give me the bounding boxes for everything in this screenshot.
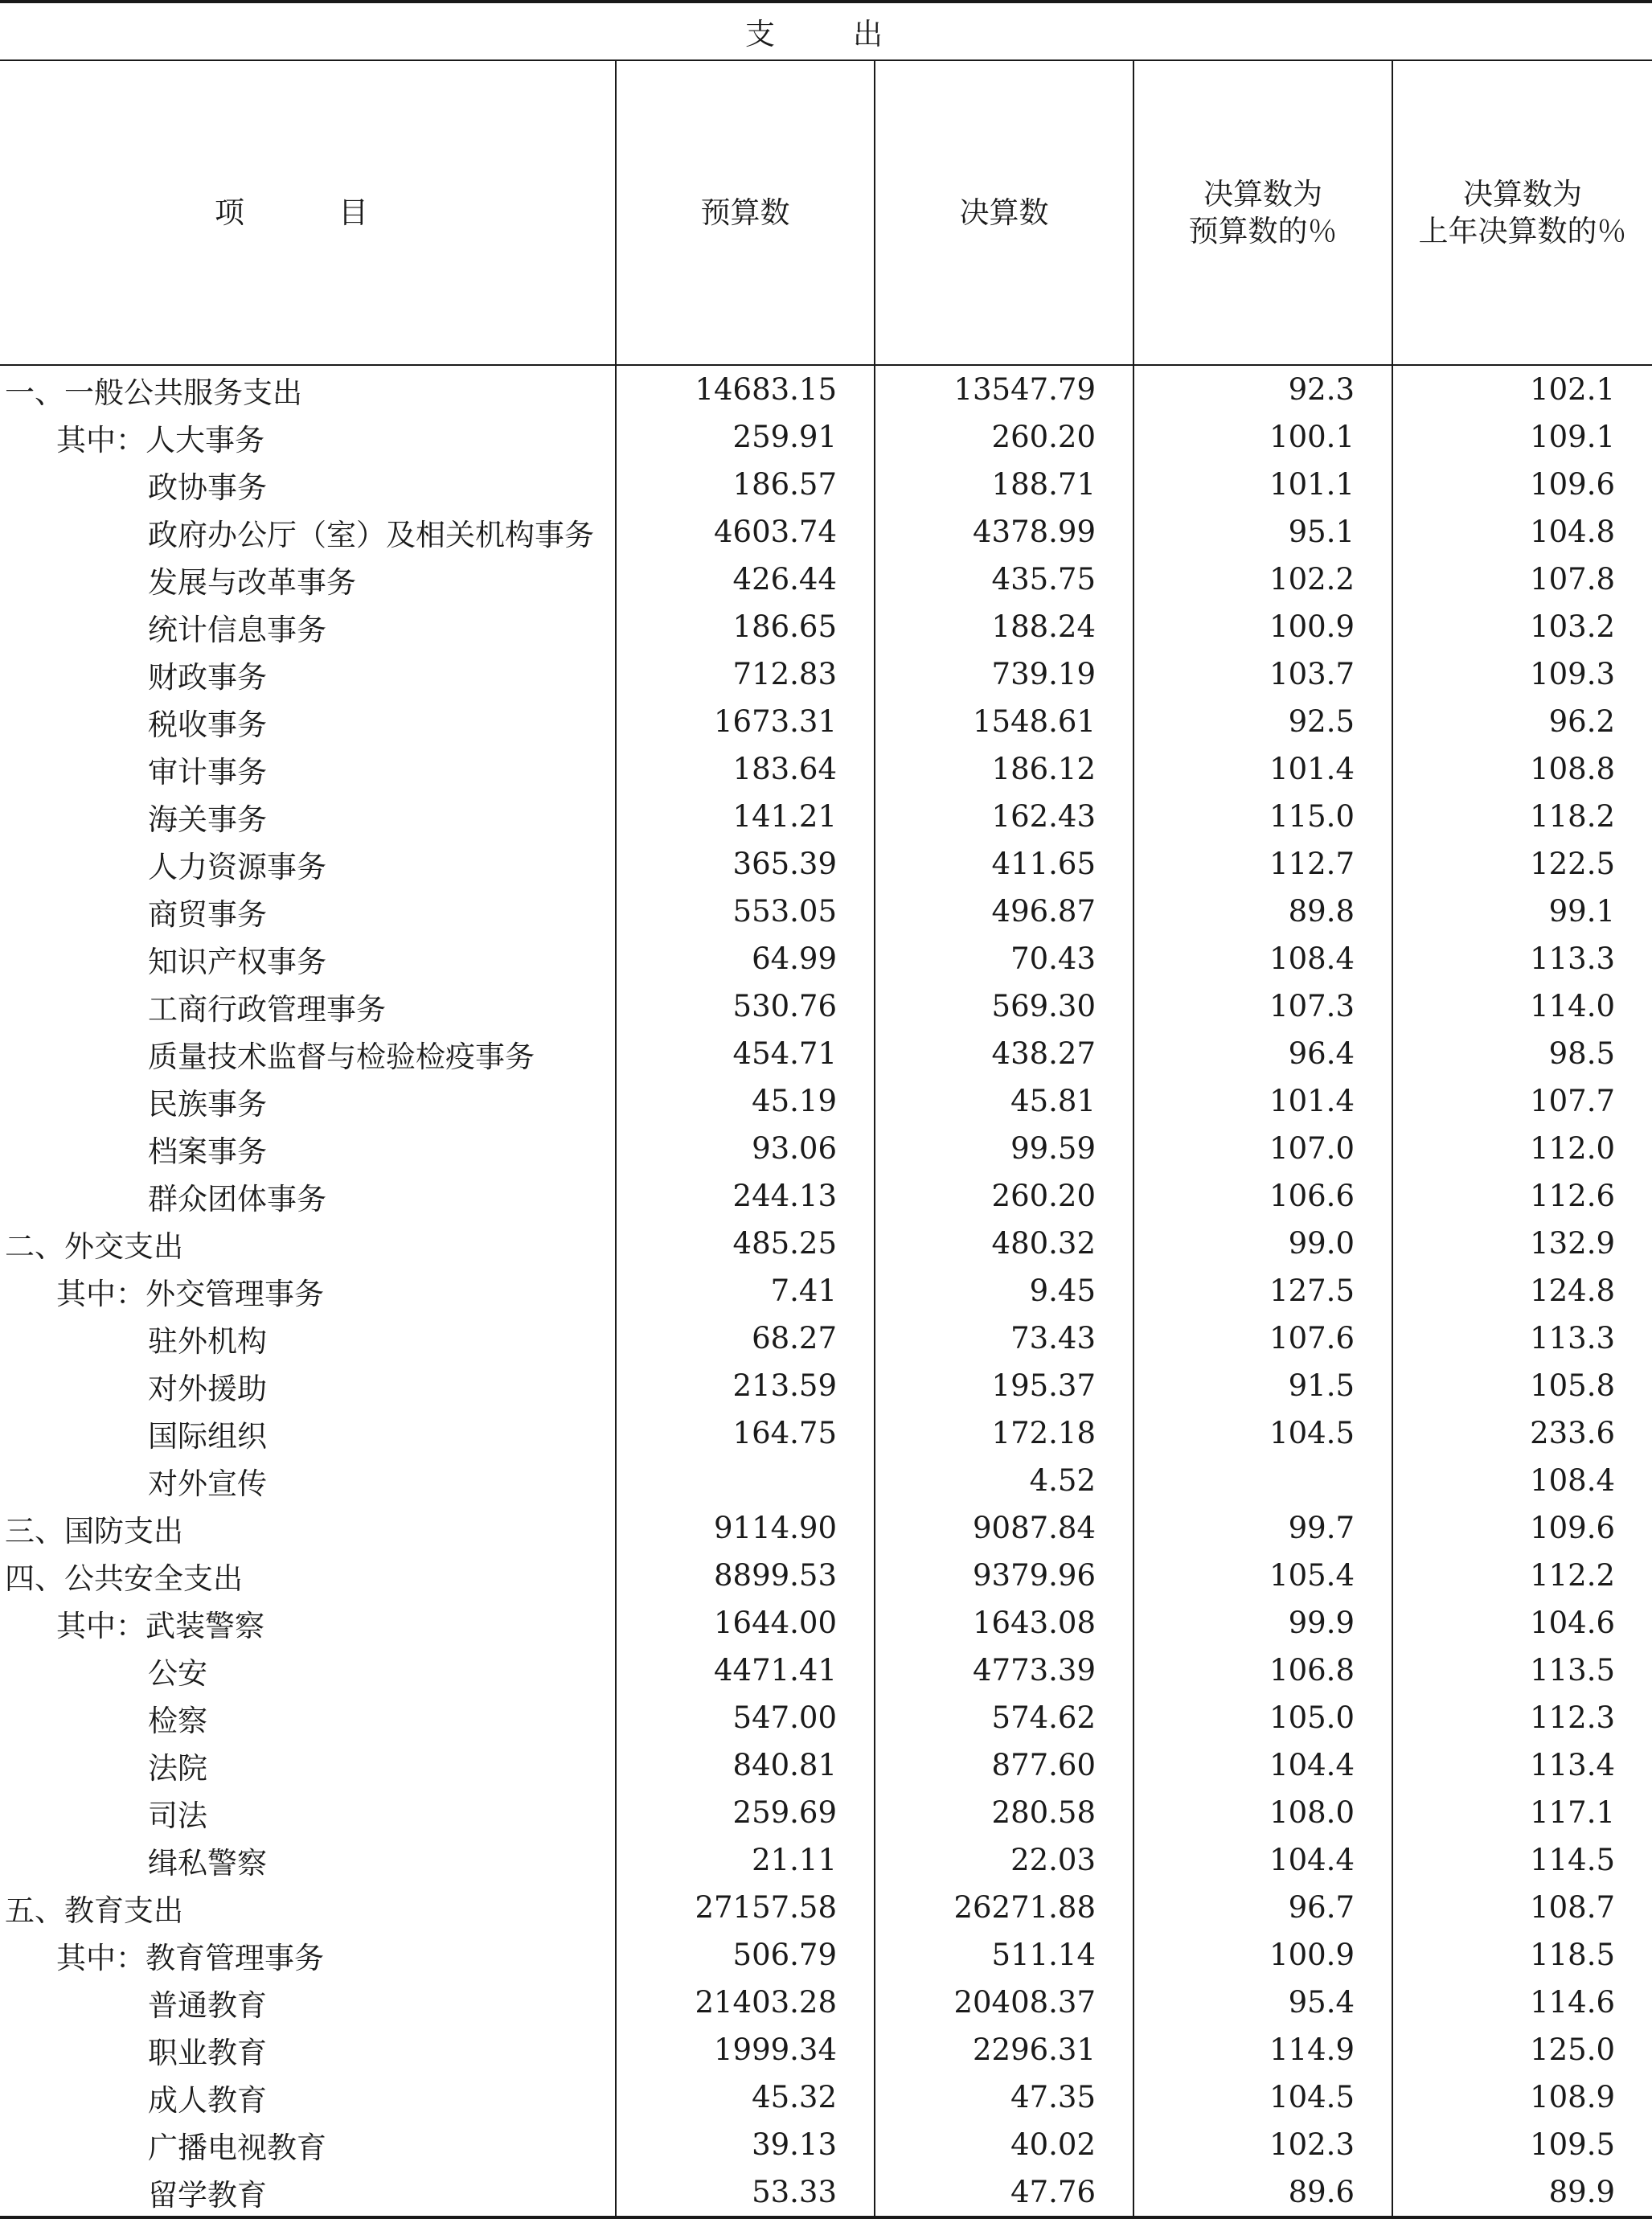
final-value: 260.20 <box>875 1172 1133 1220</box>
final-value: 1643.08 <box>875 1599 1133 1647</box>
budget-value: 8899.53 <box>616 1552 875 1599</box>
item-name: 审计事务 <box>148 754 267 790</box>
table-row <box>0 1457 1652 1504</box>
pct-prev-value: 109.6 <box>1392 461 1652 508</box>
pct-prev-value: 104.6 <box>1392 1599 1652 1647</box>
final-value: 260.20 <box>875 413 1133 461</box>
final-value: 45.81 <box>875 1077 1133 1125</box>
budget-value: 9114.90 <box>616 1504 875 1552</box>
budget-value: 21.11 <box>616 1836 875 1884</box>
pct-prev-value: 114.0 <box>1392 982 1652 1030</box>
final-value: 195.37 <box>875 1362 1133 1409</box>
pct-prev-value: 112.2 <box>1392 1552 1652 1599</box>
table-row <box>0 793 1652 840</box>
pct-budget-value: 95.1 <box>1133 508 1392 556</box>
item-name: 知识产权事务 <box>148 944 326 979</box>
budget-value: 27157.58 <box>616 1884 875 1931</box>
budget-value: 183.64 <box>616 745 875 793</box>
final-value: 47.76 <box>875 2168 1133 2217</box>
pct-budget-value: 96.7 <box>1133 1884 1392 1931</box>
item-name: 民族事务 <box>148 1086 267 1122</box>
final-value: 574.62 <box>875 1694 1133 1741</box>
pct-prev-value: 108.7 <box>1392 1884 1652 1931</box>
table-row <box>0 1172 1652 1220</box>
final-value: 186.12 <box>875 745 1133 793</box>
pct-budget-value: 99.9 <box>1133 1599 1392 1647</box>
final-value: 4378.99 <box>875 508 1133 556</box>
final-value: 47.35 <box>875 2073 1133 2121</box>
table-row <box>0 1125 1652 1172</box>
item-name: 职业教育 <box>148 2035 267 2070</box>
table-row <box>0 1884 1652 1931</box>
final-value: 438.27 <box>875 1030 1133 1077</box>
final-value: 480.32 <box>875 1220 1133 1267</box>
table-row <box>0 650 1652 698</box>
pct-budget-value: 103.7 <box>1133 650 1392 698</box>
header-final: 决算数 <box>875 60 1133 365</box>
item-name: 成人教育 <box>148 2082 267 2118</box>
table-row <box>0 935 1652 982</box>
header-budget: 预算数 <box>616 60 875 365</box>
item-name: 工商行政管理事务 <box>148 991 386 1027</box>
pct-budget-value: 89.8 <box>1133 888 1392 935</box>
final-value: 511.14 <box>875 1931 1133 1979</box>
table-row <box>0 1647 1652 1694</box>
budget-value: 14683.15 <box>616 365 875 413</box>
budget-value: 454.71 <box>616 1030 875 1077</box>
final-value: 569.30 <box>875 982 1133 1030</box>
pct-prev-value: 124.8 <box>1392 1267 1652 1315</box>
pct-budget-value: 108.0 <box>1133 1789 1392 1836</box>
table-row <box>0 1552 1652 1599</box>
pct-budget-value: 104.5 <box>1133 1409 1392 1457</box>
pct-prev-value: 109.3 <box>1392 650 1652 698</box>
table-row <box>0 603 1652 650</box>
pct-prev-value: 107.8 <box>1392 556 1652 603</box>
pct-prev-value: 112.0 <box>1392 1125 1652 1172</box>
pct-budget-value: 101.4 <box>1133 745 1392 793</box>
final-value: 496.87 <box>875 888 1133 935</box>
item-name: 司法 <box>148 1798 207 1833</box>
budget-value: 244.13 <box>616 1172 875 1220</box>
item-name: 政府办公厅（室）及相关机构事务 <box>148 517 594 552</box>
pct-prev-value: 113.3 <box>1392 935 1652 982</box>
final-value: 26271.88 <box>875 1884 1133 1931</box>
item-name: 海关事务 <box>148 802 267 837</box>
final-value: 40.02 <box>875 2121 1133 2168</box>
final-value: 73.43 <box>875 1315 1133 1362</box>
pct-prev-value: 118.5 <box>1392 1931 1652 1979</box>
budget-value: 4603.74 <box>616 508 875 556</box>
item-name: 商贸事务 <box>148 896 267 932</box>
table-title-row <box>0 2 1652 60</box>
header-pct-prev-line2: 上年决算数的％ <box>1418 213 1627 248</box>
pct-prev-value: 125.0 <box>1392 2026 1652 2073</box>
budget-value: 426.44 <box>616 556 875 603</box>
table-row <box>0 2073 1652 2121</box>
final-value: 411.65 <box>875 840 1133 888</box>
pct-budget-value: 107.3 <box>1133 982 1392 1030</box>
table-row <box>0 508 1652 556</box>
pct-budget-value: 92.3 <box>1133 365 1392 413</box>
table-row <box>0 2026 1652 2073</box>
budget-value: 53.33 <box>616 2168 875 2217</box>
budget-value: 186.57 <box>616 461 875 508</box>
pct-prev-value: 107.7 <box>1392 1077 1652 1125</box>
header-pct-budget <box>1133 60 1392 365</box>
final-value: 162.43 <box>875 793 1133 840</box>
budget-value: 213.59 <box>616 1362 875 1409</box>
budget-value: 506.79 <box>616 1931 875 1979</box>
table-row <box>0 461 1652 508</box>
budget-value: 1644.00 <box>616 1599 875 1647</box>
item-name: 税收事务 <box>148 707 267 742</box>
pct-budget-value: 107.6 <box>1133 1315 1392 1362</box>
item-name: 四、公共安全支出 <box>5 1561 243 1596</box>
pct-budget-value: 100.9 <box>1133 1931 1392 1979</box>
pct-budget-value: 114.9 <box>1133 2026 1392 2073</box>
pct-prev-value: 109.1 <box>1392 413 1652 461</box>
pct-budget-value: 99.7 <box>1133 1504 1392 1552</box>
table-row <box>0 1077 1652 1125</box>
pct-prev-value: 114.5 <box>1392 1836 1652 1884</box>
final-value: 435.75 <box>875 556 1133 603</box>
budget-value: 186.65 <box>616 603 875 650</box>
table-body <box>0 365 1652 2217</box>
item-name: 检察 <box>148 1703 207 1738</box>
pct-budget-value: 95.4 <box>1133 1979 1392 2026</box>
pct-prev-value: 102.1 <box>1392 365 1652 413</box>
table-row <box>0 1030 1652 1077</box>
table-row <box>0 698 1652 745</box>
header-pct-prev <box>1392 60 1652 365</box>
table-row <box>0 2121 1652 2168</box>
item-name: 其中：人大事务 <box>56 422 264 457</box>
table-row <box>0 413 1652 461</box>
table-row <box>0 1694 1652 1741</box>
pct-prev-value: 112.6 <box>1392 1172 1652 1220</box>
pct-prev-value: 105.8 <box>1392 1362 1652 1409</box>
pct-prev-value: 113.4 <box>1392 1741 1652 1789</box>
pct-budget-value: 102.3 <box>1133 2121 1392 2168</box>
item-name: 其中：教育管理事务 <box>56 1940 324 1975</box>
item-name: 人力资源事务 <box>148 849 326 884</box>
final-value: 22.03 <box>875 1836 1133 1884</box>
final-value: 280.58 <box>875 1789 1133 1836</box>
budget-value: 93.06 <box>616 1125 875 1172</box>
pct-prev-value: 113.3 <box>1392 1315 1652 1362</box>
final-value: 739.19 <box>875 650 1133 698</box>
table-row <box>0 888 1652 935</box>
pct-prev-value: 108.8 <box>1392 745 1652 793</box>
item-name: 其中：武装警察 <box>56 1608 264 1643</box>
pct-prev-value: 233.6 <box>1392 1409 1652 1457</box>
table-row <box>0 1220 1652 1267</box>
pct-budget-value: 104.4 <box>1133 1741 1392 1789</box>
pct-budget-value: 127.5 <box>1133 1267 1392 1315</box>
pct-prev-value: 114.6 <box>1392 1979 1652 2026</box>
header-pct-budget-line1: 决算数为 <box>1203 176 1322 211</box>
table-row <box>0 1789 1652 1836</box>
item-name: 法院 <box>148 1750 207 1786</box>
pct-budget-value: 101.4 <box>1133 1077 1392 1125</box>
final-value: 4.52 <box>875 1457 1133 1504</box>
budget-value: 1673.31 <box>616 698 875 745</box>
pct-prev-value: 109.6 <box>1392 1504 1652 1552</box>
table-row <box>0 365 1652 413</box>
header-pct-prev-line1: 决算数为 <box>1463 176 1583 211</box>
budget-value: 259.69 <box>616 1789 875 1836</box>
item-name: 其中：外交管理事务 <box>56 1276 324 1311</box>
budget-value: 259.91 <box>616 413 875 461</box>
item-name: 缉私警察 <box>148 1845 267 1881</box>
pct-budget-value: 105.4 <box>1133 1552 1392 1599</box>
budget-value: 547.00 <box>616 1694 875 1741</box>
pct-budget-value: 92.5 <box>1133 698 1392 745</box>
table-row <box>0 1504 1652 1552</box>
pct-budget-value: 107.0 <box>1133 1125 1392 1172</box>
pct-budget-value: 102.2 <box>1133 556 1392 603</box>
table-row <box>0 1315 1652 1362</box>
pct-prev-value: 104.8 <box>1392 508 1652 556</box>
final-value: 877.60 <box>875 1741 1133 1789</box>
budget-value: 45.19 <box>616 1077 875 1125</box>
table-row <box>0 1836 1652 1884</box>
table-row <box>0 982 1652 1030</box>
final-value: 20408.37 <box>875 1979 1133 2026</box>
pct-budget-value: 89.6 <box>1133 2168 1392 2217</box>
budget-value: 39.13 <box>616 2121 875 2168</box>
table-row <box>0 840 1652 888</box>
pct-budget-value: 100.9 <box>1133 603 1392 650</box>
pct-budget-value: 112.7 <box>1133 840 1392 888</box>
budget-value: 7.41 <box>616 1267 875 1315</box>
final-value: 13547.79 <box>875 365 1133 413</box>
pct-prev-value: 117.1 <box>1392 1789 1652 1836</box>
table-row <box>0 1409 1652 1457</box>
pct-prev-value: 96.2 <box>1392 698 1652 745</box>
pct-budget-value: 101.1 <box>1133 461 1392 508</box>
pct-budget-value <box>1133 1457 1392 1504</box>
item-name: 群众团体事务 <box>148 1181 326 1216</box>
pct-prev-value: 103.2 <box>1392 603 1652 650</box>
table-row <box>0 2168 1652 2217</box>
budget-value: 1999.34 <box>616 2026 875 2073</box>
item-name: 三、国防支出 <box>5 1513 183 1548</box>
pct-budget-value: 115.0 <box>1133 793 1392 840</box>
item-name: 驻外机构 <box>148 1323 267 1359</box>
table-row <box>0 1931 1652 1979</box>
item-name: 留学教育 <box>0 2168 616 2217</box>
table-title: 支 出 <box>0 2 1652 60</box>
pct-prev-value: 122.5 <box>1392 840 1652 888</box>
pct-budget-value: 106.8 <box>1133 1647 1392 1694</box>
budget-value: 553.05 <box>616 888 875 935</box>
budget-value <box>616 1457 875 1504</box>
pct-prev-value: 99.1 <box>1392 888 1652 935</box>
pct-prev-value: 108.9 <box>1392 2073 1652 2121</box>
item-name: 发展与改革事务 <box>148 564 356 600</box>
budget-value: 164.75 <box>616 1409 875 1457</box>
budget-value: 45.32 <box>616 2073 875 2121</box>
item-name: 二、外交支出 <box>5 1228 183 1264</box>
budget-value: 485.25 <box>616 1220 875 1267</box>
item-name: 普通教育 <box>148 1987 267 2023</box>
pct-prev-value: 89.9 <box>1392 2168 1652 2217</box>
pct-budget-value: 108.4 <box>1133 935 1392 982</box>
item-name: 对外宣传 <box>148 1466 267 1501</box>
header-item: 项 目 <box>0 60 616 365</box>
final-value: 4773.39 <box>875 1647 1133 1694</box>
pct-prev-value: 113.5 <box>1392 1647 1652 1694</box>
header-pct-budget-line2: 预算数的％ <box>1188 213 1338 248</box>
table-row <box>0 1362 1652 1409</box>
budget-value: 21403.28 <box>616 1979 875 2026</box>
pct-budget-value: 96.4 <box>1133 1030 1392 1077</box>
final-value: 1548.61 <box>875 698 1133 745</box>
pct-budget-value: 106.6 <box>1133 1172 1392 1220</box>
final-value: 70.43 <box>875 935 1133 982</box>
final-value: 99.59 <box>875 1125 1133 1172</box>
pct-budget-value: 99.0 <box>1133 1220 1392 1267</box>
table-row <box>0 1979 1652 2026</box>
item-name: 政协事务 <box>148 470 267 505</box>
budget-value: 141.21 <box>616 793 875 840</box>
pct-budget-value: 91.5 <box>1133 1362 1392 1409</box>
pct-prev-value: 98.5 <box>1392 1030 1652 1077</box>
table-row <box>0 745 1652 793</box>
final-value: 9087.84 <box>875 1504 1133 1552</box>
item-name: 统计信息事务 <box>148 612 326 647</box>
budget-value: 712.83 <box>616 650 875 698</box>
pct-budget-value: 105.0 <box>1133 1694 1392 1741</box>
item-name: 财政事务 <box>148 659 267 695</box>
pct-prev-value: 118.2 <box>1392 793 1652 840</box>
budget-value: 365.39 <box>616 840 875 888</box>
final-value: 188.71 <box>875 461 1133 508</box>
column-header-row <box>0 60 1652 365</box>
pct-prev-value: 108.4 <box>1392 1457 1652 1504</box>
budget-value: 840.81 <box>616 1741 875 1789</box>
item-name: 质量技术监督与检验检疫事务 <box>148 1039 535 1074</box>
pct-prev-value: 109.5 <box>1392 2121 1652 2168</box>
table-row <box>0 1267 1652 1315</box>
table-row <box>0 1741 1652 1789</box>
pct-prev-value: 132.9 <box>1392 1220 1652 1267</box>
final-value: 172.18 <box>875 1409 1133 1457</box>
table-row <box>0 1599 1652 1647</box>
item-name: 五、教育支出 <box>5 1893 183 1928</box>
final-value: 9379.96 <box>875 1552 1133 1599</box>
table-row <box>0 556 1652 603</box>
pct-budget-value: 104.5 <box>1133 2073 1392 2121</box>
item-name: 一、一般公共服务支出 <box>5 375 302 410</box>
item-name: 公安 <box>148 1655 207 1691</box>
item-name: 广播电视教育 <box>148 2130 326 2165</box>
budget-value: 68.27 <box>616 1315 875 1362</box>
final-value: 2296.31 <box>875 2026 1133 2073</box>
budget-value: 530.76 <box>616 982 875 1030</box>
final-value: 188.24 <box>875 603 1133 650</box>
item-name: 档案事务 <box>148 1134 267 1169</box>
pct-budget-value: 104.4 <box>1133 1836 1392 1884</box>
pct-budget-value: 100.1 <box>1133 413 1392 461</box>
budget-value: 64.99 <box>616 935 875 982</box>
final-value: 9.45 <box>875 1267 1133 1315</box>
item-name: 对外援助 <box>148 1371 267 1406</box>
pct-prev-value: 112.3 <box>1392 1694 1652 1741</box>
budget-value: 4471.41 <box>616 1647 875 1694</box>
item-name: 国际组织 <box>148 1418 267 1454</box>
